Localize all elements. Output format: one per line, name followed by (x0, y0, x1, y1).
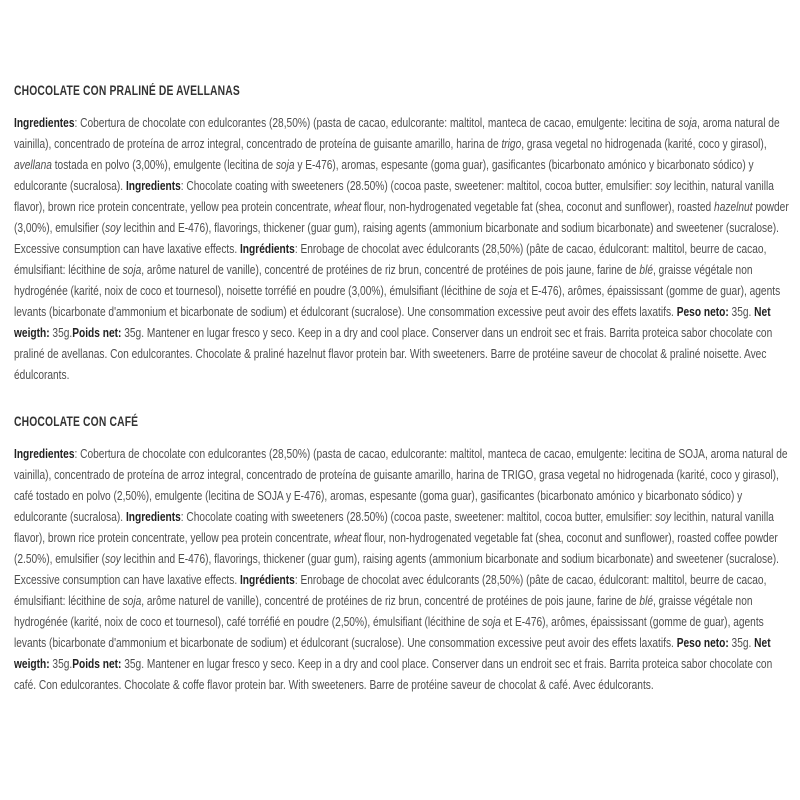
section-title-coffee: CHOCOLATE CON CAFÉ (14, 414, 139, 429)
ingredients-paragraph-coffee: Ingredientes: Cobertura de chocolate con edulcorantes (28,50%) (pasta de cacao, edulcorante: maltitol, manteca de cacao, emulgente: lecitina de SOJA, aroma natural de vainilla), concentrado de proteína de arroz integral, concentrado de proteína de guisante amarillo, harina de TRIGO, grasa vegetal no hidrogenada (karité, coco y girasol), café tostado en polvo (2,50%), emulgente (lecitina de SOJA y E-476), aromas, espesante (goma guar), gasificantes (bicarbonato amónico y bicarbonato sódico) y edulcorante (sucralosa). Ingredients: Chocolate coating with sweeteners (28.50%) (cocoa paste, sweetener: maltitol, cocoa butter, emulsifier: soy lecithin, natural vanilla flavor), brown rice protein concentrate, yellow pea protein concentrate, wheat flour, non-hydrogenated vegetable fat (shea, coconut and sunflower), roasted coffee powder (2.50%), emulsifier (soy lecithin and E-476), flavorings, thickener (guar gum), raising agents (ammonium bicarbonate and sodium bicarbonate) and sweetener (sucralose). Excessive consumption can have laxative effects. Ingrédients: Enrobage de chocolat avec édulcorants (28,50%) (pâte de cacao, édulcorant: maltitol, beurre de cacao, émulsifiant: lécithine de soja, arôme naturel de vanille), concentré de protéines de riz brun, concentré de protéines de pois jaune, farine de blé, graisse végétale non hydrogénée (karité, noix de coco et tournesol), café torréfié en poudre (2,50%), émulsifiant (lécithine de soja et E-476), arômes, épaississant (gomme de guar), agents levants (bicarbonate d'ammonium et bicarbonate de sodium) et édulcorant (sucralose). Une consommation excessive peut avoir des effets laxatifs. Peso neto: 35g. Net weigth: 35g.Poids net: 35g. Mantener en lugar fresco y seco. Keep in a dry and cool place. Conserver dans un endroit sec et frais. Barrita proteica sabor chocolate con café. Con edulcorantes. Chocolate & coffe flavor protein bar. With sweeteners. Barre de protéine saveur de chocolat & café. Avec édulcorants. (14, 446, 788, 692)
section-hazelnut-praline (14, 83, 790, 695)
ingredients-paragraph-hazelnut-praline: Ingredientes: Cobertura de chocolate con edulcorantes (28,50%) (pasta de cacao, edulcorante: maltitol, manteca de cacao, emulgente: lecitina de soja, aroma natural de vainilla), concentrado de proteína de arroz integral, concentrado de proteína de guisante amarillo, harina de trigo, grasa vegetal no hidrogenada (karité, coco y girasol), avellana tostada en polvo (3,00%), emulgente (lecitina de soja y E-476), aromas, espesante (goma guar), gasificantes (bicarbonato amónico y bicarbonato sódico) y edulcorante (sucralosa). Ingredients: Chocolate coating with sweeteners (28.50%) (cocoa paste, sweetener: maltitol, cocoa butter, emulsifier: soy lecithin, natural vanilla flavor), brown rice protein concentrate, yellow pea protein concentrate, wheat flour, non-hydrogenated vegetable fat (shea, coconut and sunflower), roasted hazelnut powder (3,00%), emulsifier (soy lecithin and E-476), flavorings, thickener (guar gum), raising agents (ammonium bicarbonate and sodium bicarbonate) and sweetener (sucralose). Excessive consumption can have laxative effects. Ingrédients: Enrobage de chocolat avec édulcorants (28,50%) (pâte de cacao, édulcorant: maltitol, beurre de cacao, émulsifiant: lécithine de soja, arôme naturel de vanille), concentré de protéines de riz brun, concentré de protéines de pois jaune, farine de blé, graisse végétale non hydrogénée (karité, noix de coco et tournesol), noisette torréfié en poudre (3,00%), émulsifiant (lécithine de soja et E-476), arômes, épaississant (gomme de guar), agents levants (bicarbonate d'ammonium et bicarbonate de sodium) et édulcorant (sucralose). Une consommation excessive peut avoir des effets laxatifs. Peso neto: 35g. Net weigth: 35g.Poids net: 35g. Mantener en lugar fresco y seco. Keep in a dry and cool place. Conserver dans un endroit sec et frais. Barrita proteica sabor chocolate con praliné de avellanas. Con edulcorantes. Chocolate & praliné hazelnut flavor protein bar. With sweeteners. Barre de protéine saveur de chocolat & praliné noisette. Avec édulcorants. (14, 115, 789, 382)
section-title-hazelnut-praline: CHOCOLATE CON PRALINÉ DE AVELLANAS (14, 83, 240, 98)
